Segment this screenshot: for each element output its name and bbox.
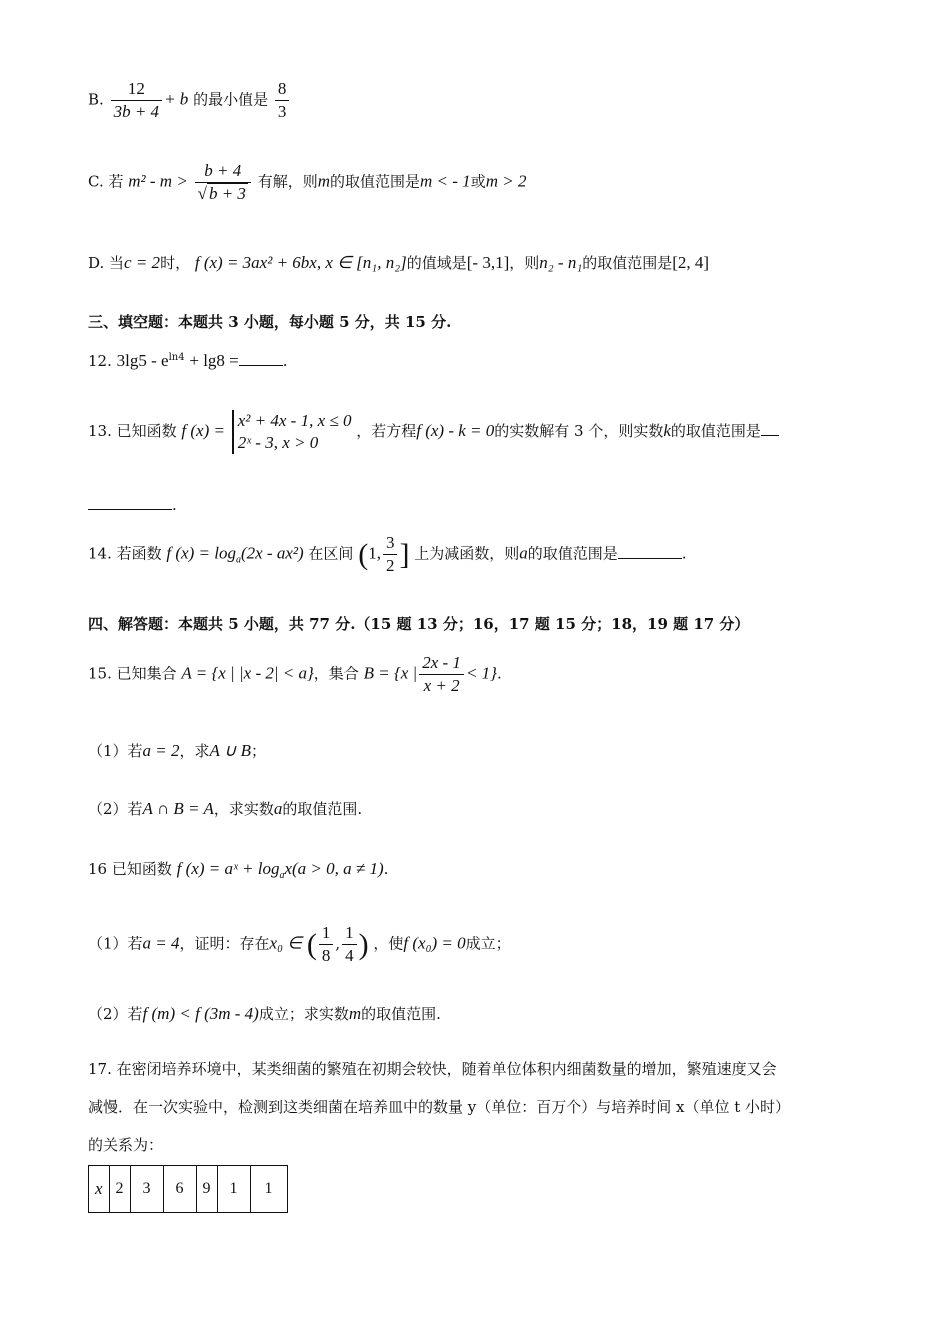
data-table bbox=[88, 1165, 288, 1213]
question-13-cont: . bbox=[88, 496, 177, 516]
table-cell: 2 bbox=[109, 1166, 130, 1213]
option-c: C. 若 m² - m > $\frac{b + 4}{√ b + 3}$ 有解，则m的取值范围是m < - 1或m > 2 bbox=[88, 160, 526, 205]
option-d: D. 当c = 2时， f (x) = 3ax² + 6bx, x ∈ [n₁, n₂]的值域是[- 3,1]，则n₂ - n₁的取值范围是[2, 4] bbox=[88, 253, 710, 272]
table-cell: 1 bbox=[217, 1166, 250, 1213]
question-17-line-2: 减慢．在一次实验中，检测到这类细菌在培养皿中的数量 y（单位：百万个）与培养时间 x（单位 t 小时） bbox=[88, 1098, 791, 1116]
table-cell: 6 bbox=[163, 1166, 196, 1213]
question-12: 12. $3\lg 5 - e^{ln4} + \lg 8$ = . bbox=[88, 351, 288, 370]
question-15: 15. 已知集合 A = {x | |x - 2| < a}，集合 B = {x | $\frac{2x - 1}{x + 2}$ < 1}. bbox=[88, 652, 502, 697]
question-16: 16 已知函数 f (x) = aˣ + $\log_ax(a > 0$, a ≠ 1). bbox=[88, 859, 389, 881]
piecewise: x² + 4x - 1, x ≤ 0 2ˣ - 3, x > 0 bbox=[232, 410, 352, 454]
table-cell: 9 bbox=[196, 1166, 217, 1213]
table-cell: 3 bbox=[130, 1166, 163, 1213]
question-13: 13. 已知函数 f (x) = x² + 4x - 1, x ≤ 0 2ˣ - 3, x > 0 ，若方程f (x) - k = 0的实数解有 3 个，则实数k的取值范围是 bbox=[88, 410, 779, 454]
table-cell: x bbox=[89, 1166, 110, 1213]
table-cell: 1 bbox=[250, 1166, 287, 1213]
section-3-heading: 三、填空题：本题共 3 小题，每小题 5 分，共 15 分. bbox=[88, 313, 452, 331]
question-14: 14. 若函数 f $(x) = \log_a(2x - ax^2)$ 在区间 (1, $\frac{3}{2}$ ] 上为减函数，则a的取值范围是 . bbox=[88, 532, 687, 577]
table-row bbox=[89, 1166, 288, 1213]
fraction: $\frac{b + 4}{√ b + 3}$ bbox=[195, 160, 251, 205]
question-15-part-1: （1）若a = 2，求A ∪ B； bbox=[88, 741, 266, 760]
question-16-part-1: （1）若a = 4，证明：存在x₀ ∈ ( $\frac{1}{8}$ , $\frac{1}{4}$ ) ，使f (x₀) = 0成立； bbox=[88, 922, 511, 967]
section-4-heading: 四、解答题：本题共 5 小题，共 77 分.（15 题 13 分；16，17 题 15 分；18，19 题 17 分） bbox=[88, 615, 750, 633]
question-15-part-2: （2）若A ∩ B = A，求实数a的取值范围. bbox=[88, 799, 363, 818]
fraction: $\frac{8}{3}$ bbox=[275, 78, 290, 123]
fraction: $\frac{12}{3b + 4}$ bbox=[111, 78, 162, 123]
question-16-part-2: （2）若f (m) < f (3m - 4)成立；求实数m的取值范围. bbox=[88, 1004, 441, 1023]
question-17-line-1: 17. 在密闭培养环境中，某类细菌的繁殖在初期会较快，随着单位体积内细菌数量的增加，繁殖速度又会 bbox=[88, 1060, 777, 1078]
question-17-line-3: 的关系为： bbox=[88, 1136, 164, 1154]
option-b: B. $\frac{12}{3b + 4}$ + b 的最小值是 $\frac{8}{3}$ bbox=[88, 78, 291, 123]
